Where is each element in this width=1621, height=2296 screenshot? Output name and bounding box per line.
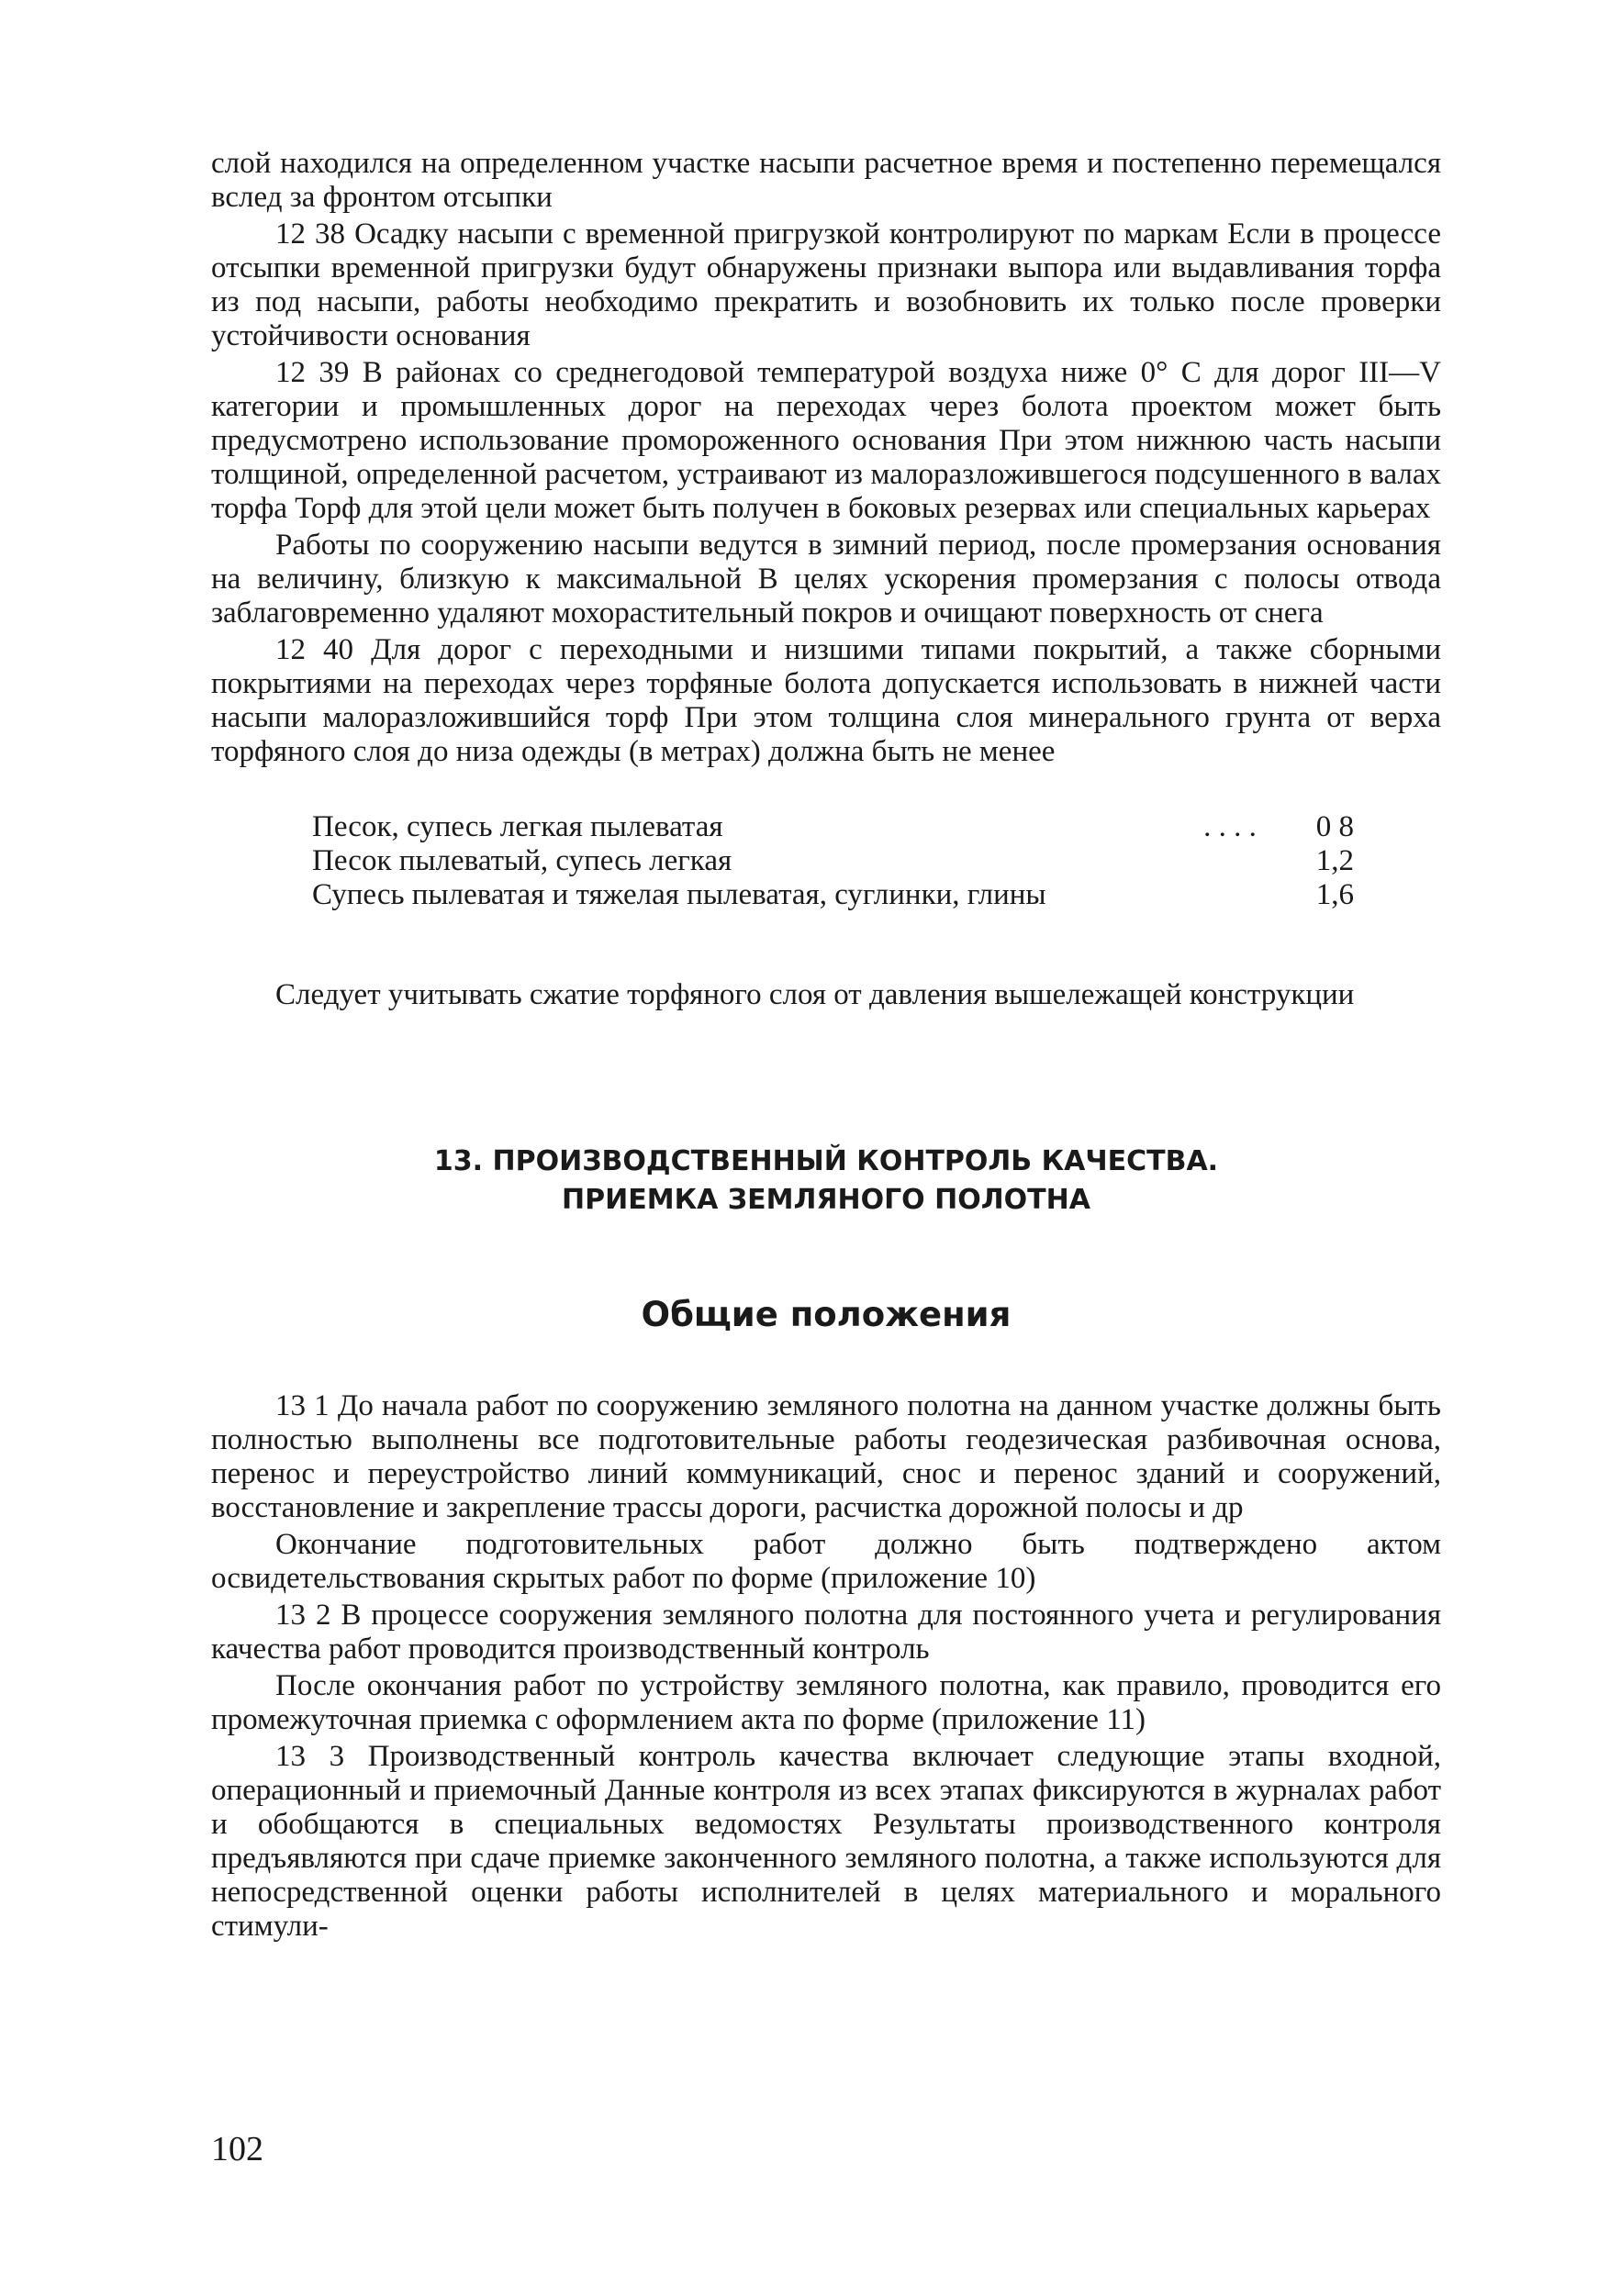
paragraph-intermediate-acceptance: После окончания работ по устройству земляного полотна, как правило, проводится его промежуточная приемка с оформлением акта по форме (приложение 11)	[211, 1669, 1441, 1736]
section-heading-line-2: ПРИЕМКА ЗЕМЛЯНОГО ПОЛОТНА	[562, 1184, 1090, 1216]
thickness-value: 1,6	[1315, 878, 1354, 911]
thickness-value: 1,2	[1315, 844, 1354, 877]
paragraph-13-3: 13 3 Производственный контроль качества включает следующие этапы входной, операционный и приемочный Данные контроля из всех этапах фиксируются в журналах работ и обобщаются в специальных ведомостях Результаты производственного контроля предъявляются при сдаче приемке законченного земляного полотна, а также используются для непосредственной оценки работы исполнителей в целях материального и морального стимули-	[211, 1740, 1441, 1943]
page-number: 102	[211, 2130, 263, 2168]
soil-name: Песок пылеватый, супесь легкая	[312, 844, 732, 877]
soil-thickness-table	[312, 810, 1354, 912]
paragraph-13-2: 13 2 В процессе сооружения земляного полотна для постоянного учета и регулирования качества работ проводится производственный контроль	[211, 1599, 1441, 1666]
soil-name: Песок, супесь легкая пылеватая	[312, 810, 723, 843]
page-content	[211, 147, 1441, 1944]
leader-dots: . . . .	[1203, 810, 1257, 843]
leader-dots	[1175, 844, 1285, 878]
paragraph-12-39: 12 39 В районах со среднегодовой температурой воздуха ниже 0° С для дорог III—V категории и промышленных дорог на переходах через болота проектом может быть предусмотрено использование промороженного основания При этом нижнюю часть насыпи толщиной, определенной расчетом, устраивают из малоразложившегося подсушенного в валах торфа Торф для этой цели может быть получен в боковых резервах или специальных карьерах	[211, 356, 1441, 525]
thickness-value: 0 8	[1315, 810, 1354, 843]
paragraph-peat-compression: Следует учитывать сжатие торфяного слоя от давления вышележащей конструкции	[275, 978, 1355, 1011]
paragraph-12-38: 12 38 Осадку насыпи с временной пригрузкой контролируют по маркам Если в процессе отсыпки временной пригрузки будут обнаружены признаки выпора или выдавливания торфа из под насыпи, работы необходимо прекратить и возобновить их только после проверки устойчивости основания	[211, 217, 1441, 352]
soil-name: Супесь пылеватая и тяжелая пылеватая, суглинки, глины	[312, 878, 1046, 911]
paragraph-continuation: слой находился на определенном участке насыпи расчетное время и постепенно перемещался вслед за фронтом отсыпки	[211, 147, 1441, 214]
section-heading	[211, 1142, 1441, 1220]
subsection-heading: Общие положения	[641, 1295, 1012, 1334]
table-row	[312, 810, 1354, 844]
section-heading-line-1: 13. ПРОИЗВОДСТВЕННЫЙ КОНТРОЛЬ КАЧЕСТВА.	[433, 1145, 1219, 1177]
paragraph-winter-works: Работы по сооружению насыпи ведутся в зимний период, после промерзания основания на величину, близкую к максимальной В целях ускорения промерзания с полосы отвода заблаговременно удаляют мохорастительный покров и очищают поверхность от снега	[211, 529, 1441, 630]
paragraph-13-1: 13 1 До начала работ по сооружению земляного полотна на данном участке должны быть полностью выполнены все подготовительные работы геодезическая разбивочная основа, перенос и переустройство линий коммуникаций, снос и перенос зданий и сооружений, восстановление и закрепление трассы дороги, расчистка дорожной полосы и др	[211, 1389, 1441, 1524]
leader-dots	[1175, 878, 1285, 912]
paragraph-preparatory-works: Окончание подготовительных работ должно быть подтверждено актом освидетельствования скрытых работ по форме (приложение 10)	[211, 1528, 1441, 1595]
table-row	[312, 844, 1354, 878]
paragraph-12-40: 12 40 Для дорог с переходными и низшими типами покрытий, а также сборными покрытиями на переходах через торфяные болота допускается использовать в нижней части насыпи малоразложившийся торф При этом толщина слоя минерального грунта от верха торфяного слоя до низа одежды (в метрах) должна быть не менее	[211, 633, 1441, 768]
table-row	[312, 878, 1354, 912]
